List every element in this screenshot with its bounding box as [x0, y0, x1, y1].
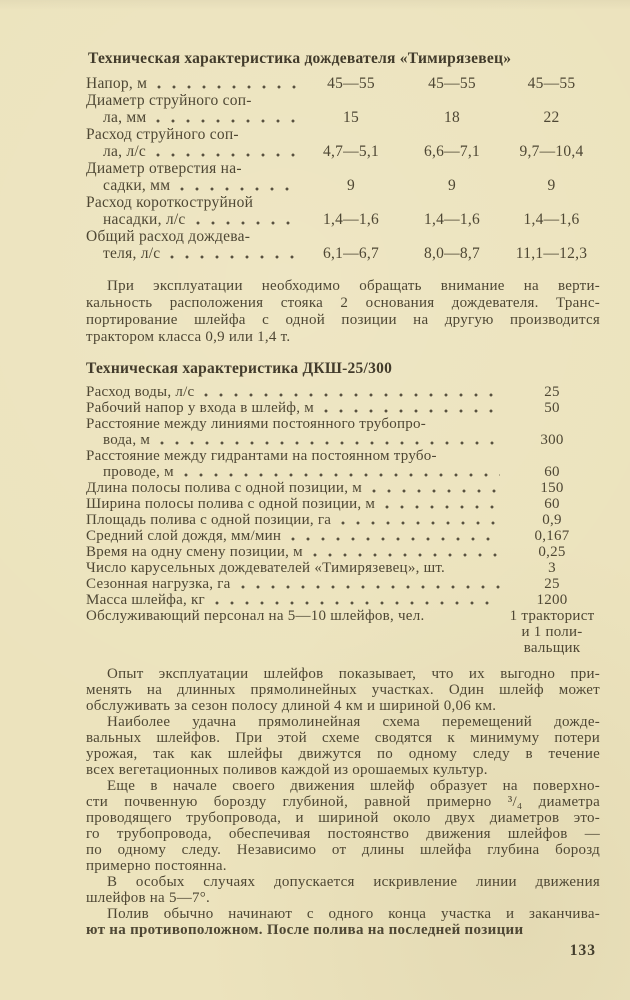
- spec-row-line: [86, 560, 600, 576]
- paragraph-line: кальность расположения стояка 2 основания дождевателя. Транс-: [86, 295, 600, 311]
- row-value-line: 50: [544, 400, 560, 416]
- row-value: [504, 528, 600, 544]
- dot-leader: [241, 585, 500, 589]
- row-label-text: Ширина полосы полива с одной позиции, м: [86, 496, 376, 512]
- paragraph: [86, 714, 600, 778]
- spec-row-line: [86, 544, 600, 560]
- row-label-text: насадки, л/с: [103, 211, 186, 228]
- row-label-text: Сезонная нагрузка, га: [86, 576, 231, 592]
- spec-title-dksh: Техническая характеристика ДКШ-25/300: [86, 360, 393, 377]
- row-label-text: Длина полосы полива с одной позиции, м: [86, 480, 362, 496]
- spec-row-line: [86, 512, 600, 528]
- row-value-line: 25: [544, 384, 560, 400]
- dot-leader: [184, 473, 500, 477]
- row-label: [86, 480, 504, 496]
- row-value: 18: [444, 109, 460, 126]
- row-value: 11,1—12,3: [515, 245, 588, 262]
- row-label-text: Время на одну смену позиции, м: [86, 544, 303, 560]
- row-label: [86, 177, 301, 194]
- row-label: [86, 416, 600, 432]
- row-label-text: Рабочий напор у входа в шлейф, м: [86, 400, 314, 416]
- row-value: 1,4—1,6: [424, 211, 480, 228]
- paragraph-line: вальных шлейфов. При этой схеме сводятся к минимуму потери: [86, 730, 600, 746]
- body-paragraphs: [86, 666, 600, 938]
- row-label-text: Площадь полива с одной позиции, га: [86, 512, 332, 528]
- row-value: 45—55: [428, 75, 476, 92]
- paragraph-line: Полив обычно начинают с одного конца участка и заканчива-: [107, 906, 600, 922]
- paragraph-line: шлейфов на 5—7°.: [86, 890, 210, 906]
- row-label-text: Расход короткоструйной: [86, 194, 254, 211]
- paragraph-line: трактором класса 0,9 или 1,4 т.: [86, 329, 291, 345]
- paragraph-line: сти почвенную борозду глубиной, равной примерно ³/₄ диаметра: [86, 794, 600, 810]
- row-label-text: ла, мм: [103, 109, 147, 126]
- spec-row-line: [86, 448, 600, 464]
- row-value: 22: [543, 109, 560, 126]
- row-value: [504, 592, 600, 608]
- dot-leader: [324, 409, 500, 413]
- dot-leader: [313, 553, 500, 557]
- paragraph: [86, 874, 600, 906]
- dot-leader: [156, 153, 297, 157]
- spec-row-line: [86, 211, 600, 228]
- spec-row-line: [86, 245, 600, 262]
- row-label: [86, 160, 600, 177]
- paragraph-line: по одному следу. Независимо от длины шлейфа глубина борозд: [86, 842, 600, 858]
- row-value-line: и 1 поли-: [521, 624, 583, 640]
- row-value: 9,7—10,4: [519, 143, 584, 160]
- dot-leader: [215, 601, 500, 605]
- row-label-text: Средний слой дождя, мм/мин: [86, 528, 282, 544]
- paragraph-line: Еще в начале своего движения шлейф образует на поверхно-: [107, 778, 600, 794]
- row-label: [86, 496, 504, 512]
- row-value: 1,4—1,6: [523, 211, 580, 228]
- paragraph-line: ют на противоположном. После полива на последней позиции: [86, 922, 524, 938]
- row-value-line: 0,25: [538, 544, 566, 560]
- row-value: 9: [547, 177, 556, 194]
- dot-leader: [204, 393, 500, 397]
- row-value: [504, 432, 600, 448]
- row-label: [86, 75, 301, 92]
- row-label-text: Расход струйного соп-: [86, 126, 239, 143]
- row-label: [86, 464, 504, 480]
- row-label: [86, 592, 504, 608]
- row-label-text: Расстояние между линиями постоянного трубопро-: [86, 416, 426, 432]
- paragraph: [86, 778, 600, 874]
- spec-row-line: [86, 384, 600, 400]
- row-value: [504, 608, 600, 656]
- dot-leader: [341, 521, 500, 525]
- row-label-text: теля, л/с: [103, 245, 161, 262]
- spec-row-line: [86, 432, 600, 448]
- spec-row-line: [86, 480, 600, 496]
- row-value: [504, 512, 600, 528]
- row-label-text: Расстояние между гидрантами на постоянном трубо-: [86, 448, 437, 464]
- row-label: [86, 512, 504, 528]
- row-value-line: 0,167: [534, 528, 570, 544]
- dot-leader: [291, 537, 500, 541]
- row-label-text: ла, л/с: [103, 143, 147, 160]
- row-label-text: Общий расход дождева-: [86, 228, 251, 245]
- row-label-text: проводе, м: [103, 464, 174, 480]
- row-value: [504, 576, 600, 592]
- spec-row-line: [86, 464, 600, 480]
- paragraph-line: обслуживать за сезон полосу длиной 4 км и шириной 0,06 км.: [86, 698, 497, 714]
- row-value: 45—55: [527, 75, 576, 92]
- row-value-line: 1 тракторист: [509, 608, 595, 624]
- row-label: [86, 608, 504, 656]
- row-label-text: Обслуживающий персонал на 5—10 шлейфов, чел.: [86, 608, 425, 624]
- row-value: 15: [343, 109, 359, 126]
- paragraph-line: го трубопровода, обеспечивая постоянство движения шлейфов —: [86, 826, 600, 842]
- row-value-line: 300: [540, 432, 564, 448]
- row-label: [86, 560, 504, 576]
- spec-row-line: [86, 416, 600, 432]
- paragraph-line: примерно постоянна.: [86, 858, 227, 874]
- row-label: [86, 211, 301, 228]
- paragraph-line: В особых случаях допускается искривление линии движения: [107, 874, 600, 890]
- dot-leader: [372, 489, 500, 493]
- row-value: 9: [347, 177, 355, 194]
- row-value: 6,1—6,7: [323, 245, 379, 262]
- row-value: 8,0—8,7: [424, 245, 480, 262]
- dot-leader: [156, 119, 297, 123]
- row-value: [504, 560, 600, 576]
- row-label-text: Диаметр струйного соп-: [86, 92, 252, 109]
- spec-row-line: [86, 75, 600, 92]
- row-label: [86, 126, 600, 143]
- dot-leader: [180, 187, 297, 191]
- spec-row-line: [86, 608, 600, 656]
- row-label: [86, 432, 504, 448]
- paragraph: [86, 666, 600, 714]
- row-value: [504, 496, 600, 512]
- row-value: [504, 400, 600, 416]
- spec-title-timiryazevets: Техническая характеристика дождевателя «Тимирязевец»: [88, 50, 512, 67]
- row-label: [86, 400, 504, 416]
- dot-leader: [196, 221, 297, 225]
- spec-row-line: [86, 160, 600, 177]
- spec-row-line: [86, 92, 600, 109]
- spec-row-line: [86, 177, 600, 194]
- paragraph-line: урожая, так как шлейфы движутся по одному следу в течение: [86, 746, 600, 762]
- row-label: [86, 228, 600, 245]
- row-value: 45—55: [327, 75, 375, 92]
- row-value: 9: [448, 177, 456, 194]
- paragraph-line: Наиболее удачна прямолинейная схема перемещений дожде-: [107, 714, 600, 730]
- row-value-line: 25: [544, 576, 560, 592]
- page-number: 133: [569, 942, 596, 959]
- row-value: 6,6—7,1: [424, 143, 480, 160]
- dot-leader: [160, 441, 500, 445]
- spec-row-line: [86, 400, 600, 416]
- intro-paragraph: [86, 278, 600, 346]
- spec-row-line: [86, 592, 600, 608]
- spec-row-line: [86, 228, 600, 245]
- row-value: 1,4—1,6: [323, 211, 379, 228]
- spec-row-line: [86, 496, 600, 512]
- spec-row-line: [86, 528, 600, 544]
- spec-row-line: [86, 143, 600, 160]
- spec-row-line: [86, 126, 600, 143]
- row-label-text: садки, мм: [103, 177, 171, 194]
- paragraph: [86, 906, 600, 938]
- paragraph-line: Опыт эксплуатации шлейфов показывает, что их выгодно при-: [107, 666, 600, 682]
- row-label: [86, 109, 301, 126]
- dot-leader: [157, 85, 297, 89]
- row-label: [86, 576, 504, 592]
- row-label: [86, 194, 600, 211]
- paragraph-line: всех вегетационных поливов каждой из орошаемых культур.: [86, 762, 488, 778]
- row-label: [86, 384, 504, 400]
- row-value: [504, 384, 600, 400]
- dot-leader: [385, 505, 500, 509]
- dot-leader: [170, 255, 297, 259]
- row-label-text: вода, м: [103, 432, 151, 448]
- row-value-line: 150: [540, 480, 564, 496]
- row-label-text: Диаметр отверстия на-: [86, 160, 242, 177]
- row-value: [504, 480, 600, 496]
- row-label: [86, 448, 600, 464]
- spec-row-line: [86, 194, 600, 211]
- row-label-text: Число карусельных дождевателей «Тимирязевец», шт.: [86, 560, 446, 576]
- row-label-text: Расход воды, л/с: [86, 384, 195, 400]
- row-label-text: Напор, м: [86, 75, 148, 92]
- spec-row-line: [86, 576, 600, 592]
- row-value-line: 60: [544, 496, 560, 512]
- paragraph-line: проводящего трубопровода, и шириной около двух диаметров это-: [86, 810, 600, 826]
- row-label: [86, 245, 301, 262]
- row-value: [504, 544, 600, 560]
- row-value-line: 0,9: [542, 512, 562, 528]
- row-value: 4,7—5,1: [323, 143, 379, 160]
- paragraph-line: При эксплуатации необходимо обращать внимание на верти-: [107, 278, 600, 294]
- row-value-line: вальщик: [523, 640, 581, 656]
- spec-rows-timiryazevets: [86, 75, 600, 262]
- row-value-line: 3: [548, 560, 556, 576]
- row-label: [86, 528, 504, 544]
- paragraph-line: портирование шлейфа с одной позиции на другую производится: [86, 312, 600, 328]
- spec-rows-dksh: [86, 384, 600, 656]
- paragraph-line: менять на длинных прямолинейных участках. Один шлейф может: [86, 682, 600, 698]
- row-label: [86, 143, 301, 160]
- row-label: [86, 92, 600, 109]
- row-value-line: 60: [544, 464, 560, 480]
- row-value: [504, 464, 600, 480]
- row-value-line: 1200: [536, 592, 568, 608]
- row-label: [86, 544, 504, 560]
- row-label-text: Масса шлейфа, кг: [86, 592, 205, 608]
- spec-row-line: [86, 109, 600, 126]
